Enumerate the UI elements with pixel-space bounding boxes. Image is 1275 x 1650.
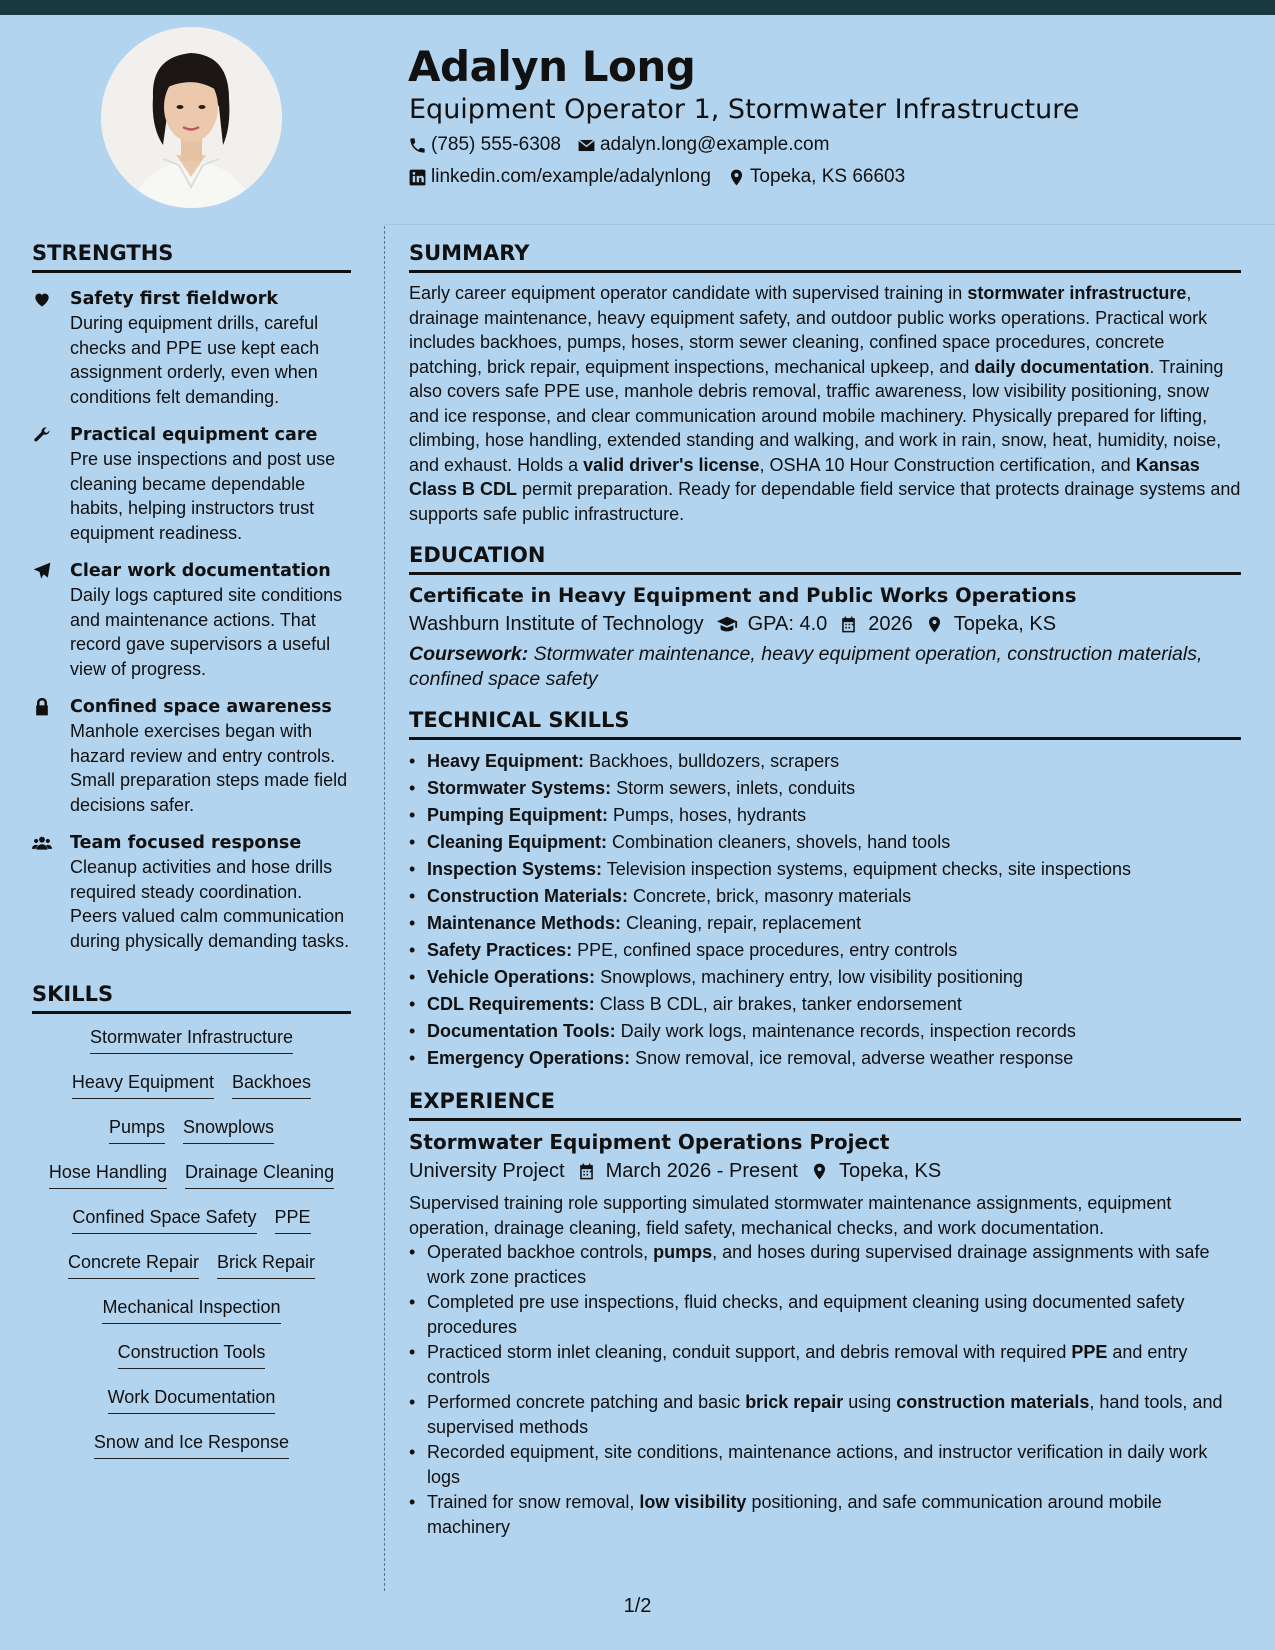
coursework bbox=[409, 642, 1241, 691]
bold-text: low visibility bbox=[639, 1492, 747, 1512]
strength-item bbox=[32, 559, 351, 681]
experience-bullets bbox=[409, 1240, 1241, 1539]
envelope-icon bbox=[577, 136, 596, 155]
strength-description: Pre use inspections and post use cleaning became dependable habits, helping instructors trust equipment readiness. bbox=[70, 449, 336, 543]
map-pin-icon bbox=[925, 615, 944, 634]
skill-tag: Backhoes bbox=[232, 1069, 311, 1099]
strengths-heading: STRENGTHS bbox=[32, 241, 351, 273]
text-segment: using bbox=[843, 1392, 897, 1412]
skill-tag: Construction Tools bbox=[118, 1339, 266, 1369]
technical-skill-item bbox=[409, 991, 1241, 1018]
technical-skill-item bbox=[409, 856, 1241, 883]
bold-text: pumps bbox=[653, 1242, 713, 1262]
strength-title: Safety first fieldwork bbox=[70, 289, 279, 309]
technical-skill-item bbox=[409, 910, 1241, 937]
strength-icon-wrap bbox=[32, 423, 70, 545]
heart-icon bbox=[32, 289, 52, 309]
technical-skill-value: Concrete, brick, masonry materials bbox=[628, 886, 912, 906]
left-column bbox=[32, 241, 351, 1459]
experience-bullet bbox=[409, 1490, 1241, 1539]
text-segment: Practiced storm inlet cleaning, conduit support, and debris removal with required bbox=[427, 1342, 1072, 1362]
education-meta bbox=[409, 613, 1241, 636]
avatar bbox=[101, 27, 282, 208]
technical-skill-value: Cleaning, repair, replacement bbox=[621, 913, 862, 933]
bold-text: brick repair bbox=[745, 1392, 844, 1412]
linkedin-text: linkedin.com/example/adalynlong bbox=[431, 166, 711, 187]
strength-item bbox=[32, 423, 351, 545]
technical-skill-item bbox=[409, 802, 1241, 829]
technical-skill-item bbox=[409, 1018, 1241, 1045]
text-segment: Early career equipment operator candidate with supervised training in bbox=[409, 283, 968, 303]
technical-skill-item bbox=[409, 1045, 1241, 1072]
technical-skill-item bbox=[409, 748, 1241, 775]
technical-skill-value: PPE, confined space procedures, entry controls bbox=[572, 940, 958, 960]
skill-row bbox=[32, 1069, 351, 1099]
experience-location: Topeka, KS bbox=[838, 1160, 942, 1182]
strength-body bbox=[70, 559, 351, 681]
experience-bullet bbox=[409, 1290, 1241, 1339]
skill-tag: Pumps bbox=[109, 1114, 165, 1144]
phone-text: (785) 555-6308 bbox=[431, 134, 561, 155]
technical-skill-label: Documentation Tools: bbox=[427, 1021, 616, 1041]
skill-row bbox=[32, 1294, 351, 1324]
skill-tags bbox=[32, 1024, 351, 1459]
technical-skill-value: Daily work logs, maintenance records, inspection records bbox=[615, 1021, 1076, 1041]
bold-text: valid driver's license bbox=[583, 454, 760, 475]
text-segment: positioning, and safe communication around mobile machinery bbox=[427, 1492, 1162, 1537]
skill-tag: Work Documentation bbox=[108, 1384, 276, 1414]
strength-title: Team focused response bbox=[70, 833, 302, 853]
strength-icon-wrap bbox=[32, 559, 70, 681]
text-segment: , drainage maintenance, heavy equipment safety, and outdoor public works operations. Practical work includes backhoes, pumps, hoses, storm sewer cleaning, confined space procedures, concrete patching, brick repair, equipment inspections, mechanical upkeep, and bbox=[409, 283, 1208, 377]
skill-tag: Confined Space Safety bbox=[72, 1204, 256, 1234]
technical-skill-label: Pumping Equipment: bbox=[427, 805, 608, 825]
education-year: 2026 bbox=[868, 613, 913, 635]
strength-description: Manhole exercises began with hazard review and entry controls. Small preparation steps made field decisions safer. bbox=[70, 721, 348, 815]
contact-phone[interactable] bbox=[408, 134, 561, 156]
graduation-cap-icon bbox=[716, 614, 738, 636]
linkedin-icon bbox=[408, 168, 427, 187]
technical-skill-label: Construction Materials: bbox=[427, 886, 629, 906]
text-segment: Operated backhoe controls, bbox=[427, 1242, 654, 1262]
skill-row bbox=[32, 1204, 351, 1234]
technical-skill-label: Stormwater Systems: bbox=[427, 778, 612, 798]
contact-linkedin[interactable] bbox=[408, 166, 711, 188]
technical-skill-value: Television inspection systems, equipment checks, site inspections bbox=[602, 859, 1131, 879]
contact-email[interactable] bbox=[577, 134, 829, 156]
coursework-text: Stormwater maintenance, heavy equipment operation, construction materials, confined space safety bbox=[409, 643, 1203, 690]
technical-skill-label: Maintenance Methods: bbox=[427, 913, 622, 933]
technical-skill-label: Safety Practices: bbox=[427, 940, 573, 960]
strength-icon-wrap bbox=[32, 287, 70, 409]
phone-icon bbox=[408, 136, 427, 155]
technical-skill-value: Combination cleaners, shovels, hand tools bbox=[607, 832, 951, 852]
bold-text: stormwater infrastructure bbox=[967, 283, 1187, 303]
education-degree: Certificate in Heavy Equipment and Public Works Operations bbox=[409, 584, 1077, 607]
education-location: Topeka, KS bbox=[953, 613, 1057, 635]
skill-row bbox=[32, 1339, 351, 1369]
strength-item bbox=[32, 287, 351, 409]
header-divider bbox=[385, 224, 1275, 225]
experience-bullet bbox=[409, 1340, 1241, 1389]
skill-tag: Snowplows bbox=[183, 1114, 274, 1144]
contact-row-1 bbox=[408, 134, 845, 156]
top-accent-bar bbox=[0, 0, 1275, 15]
skill-tag: Brick Repair bbox=[217, 1249, 315, 1279]
skill-tag: Hose Handling bbox=[49, 1159, 167, 1189]
strength-body bbox=[70, 695, 351, 817]
skill-tag: Stormwater Infrastructure bbox=[90, 1024, 293, 1054]
users-icon bbox=[32, 833, 52, 853]
text-segment: , and hoses during supervised drainage assignments with safe work zone practices bbox=[427, 1242, 1210, 1287]
technical-skill-label: Emergency Operations: bbox=[427, 1048, 631, 1068]
bold-text: construction materials bbox=[896, 1392, 1090, 1412]
text-segment: , hand tools, and supervised methods bbox=[427, 1392, 1223, 1437]
education-gpa: GPA: 4.0 bbox=[747, 613, 828, 635]
page-number: 1/2 bbox=[623, 1595, 652, 1617]
education-heading: EDUCATION bbox=[409, 543, 1241, 575]
text-segment: Trained for snow removal, bbox=[427, 1492, 640, 1512]
bold-text: Kansas Class B CDL bbox=[409, 454, 1200, 499]
strength-title: Confined space awareness bbox=[70, 697, 332, 717]
skill-row bbox=[32, 1429, 351, 1459]
strength-icon-wrap bbox=[32, 831, 70, 953]
experience-org: University Project bbox=[409, 1160, 565, 1182]
contact-location bbox=[727, 166, 905, 188]
experience-bullet bbox=[409, 1240, 1241, 1289]
skill-tag: Mechanical Inspection bbox=[102, 1294, 280, 1324]
skill-tag: Drainage Cleaning bbox=[185, 1159, 334, 1189]
coursework-label: Coursework: bbox=[409, 643, 529, 665]
experience-dates: March 2026 - Present bbox=[605, 1160, 798, 1182]
strength-description: Cleanup activities and hose drills required steady coordination. Peers valued calm communication during physically demanding tasks. bbox=[70, 857, 350, 951]
experience-heading: EXPERIENCE bbox=[409, 1089, 1241, 1121]
technical-skill-item bbox=[409, 883, 1241, 910]
bold-text: PPE bbox=[1071, 1342, 1108, 1362]
skill-row bbox=[32, 1024, 351, 1054]
technical-skill-value: Pumps, hoses, hydrants bbox=[607, 805, 807, 825]
map-pin-icon bbox=[727, 168, 746, 187]
skills-heading: SKILLS bbox=[32, 982, 351, 1014]
skill-row bbox=[32, 1384, 351, 1414]
experience-bullet bbox=[409, 1440, 1241, 1489]
text-segment: permit preparation. Ready for dependable field service that protects drainage systems and supports safe public infrastructure. bbox=[409, 479, 1241, 524]
summary-text bbox=[409, 281, 1241, 526]
text-segment: Performed concrete patching and basic bbox=[427, 1392, 746, 1412]
candidate-headline: Equipment Operator 1, Stormwater Infrastructure bbox=[409, 94, 1080, 125]
skill-tag: PPE bbox=[275, 1204, 311, 1234]
lock-icon bbox=[32, 697, 52, 717]
candidate-name: Adalyn Long bbox=[408, 42, 696, 91]
strength-description: During equipment drills, careful checks and PPE use kept each assignment orderly, even when conditions felt demanding. bbox=[70, 313, 320, 407]
skill-tag: Snow and Ice Response bbox=[94, 1429, 289, 1459]
strength-item bbox=[32, 831, 351, 953]
strengths-list bbox=[32, 287, 351, 953]
contact-row-2 bbox=[408, 166, 921, 188]
text-segment: Recorded equipment, site conditions, maintenance actions, and instructor verification in daily work logs bbox=[427, 1442, 1208, 1487]
strength-body bbox=[70, 287, 351, 409]
wrench-icon bbox=[32, 425, 52, 445]
technical-skill-label: Inspection Systems: bbox=[427, 859, 603, 879]
column-divider bbox=[384, 226, 385, 1591]
experience-description: Supervised training role supporting simulated stormwater maintenance assignments, equipment operation, drainage cleaning, field safety, mechanical checks, and work documentation. bbox=[409, 1193, 1172, 1238]
calendar-icon bbox=[839, 615, 858, 634]
technical-skill-label: Cleaning Equipment: bbox=[427, 832, 607, 852]
skill-row bbox=[32, 1249, 351, 1279]
email-text: adalyn.long@example.com bbox=[599, 134, 830, 155]
calendar-icon bbox=[577, 1162, 596, 1181]
experience-bullet bbox=[409, 1390, 1241, 1439]
text-segment: and entry controls bbox=[427, 1342, 1188, 1387]
technical-skills-heading: TECHNICAL SKILLS bbox=[409, 708, 1241, 740]
technical-skill-value: Storm sewers, inlets, conduits bbox=[611, 778, 856, 798]
paper-plane-icon bbox=[32, 561, 52, 581]
experience-role: Stormwater Equipment Operations Project bbox=[409, 1130, 890, 1154]
skill-tag: Heavy Equipment bbox=[72, 1069, 214, 1099]
bold-text: daily documentation bbox=[974, 356, 1150, 377]
strength-description: Daily logs captured site conditions and maintenance actions. That record gave supervisors a useful view of progress. bbox=[70, 585, 343, 679]
strength-body bbox=[70, 423, 351, 545]
skill-tag: Concrete Repair bbox=[68, 1249, 199, 1279]
technical-skill-value: Snow removal, ice removal, adverse weather response bbox=[630, 1048, 1074, 1068]
text-segment: Completed pre use inspections, fluid checks, and equipment cleaning using documented safety procedures bbox=[427, 1292, 1185, 1337]
strength-body bbox=[70, 831, 351, 953]
technical-skill-item bbox=[409, 775, 1241, 802]
technical-skill-value: Class B CDL, air brakes, tanker endorsement bbox=[594, 994, 962, 1014]
technical-skill-item bbox=[409, 829, 1241, 856]
technical-skill-label: CDL Requirements: bbox=[427, 994, 595, 1014]
strength-title: Clear work documentation bbox=[70, 561, 331, 581]
right-column bbox=[409, 241, 1241, 1540]
technical-skill-value: Backhoes, bulldozers, scrapers bbox=[584, 751, 840, 771]
summary-heading: SUMMARY bbox=[409, 241, 1241, 273]
technical-skill-item bbox=[409, 964, 1241, 991]
experience-meta bbox=[409, 1160, 1241, 1183]
location-text: Topeka, KS 66603 bbox=[749, 166, 906, 187]
strength-item bbox=[32, 695, 351, 817]
strength-icon-wrap bbox=[32, 695, 70, 817]
text-segment: . Training also covers safe PPE use, manhole debris removal, traffic awareness, low visibility positioning, snow and ice response, and clear communication around mobile machinery. Physically prepared for lifting, climbing, hose handling, extended standing and walking, and work in rain, snow, heat, humidity, noise, and exhaust. Holds a bbox=[409, 356, 1224, 475]
map-pin-icon bbox=[810, 1162, 829, 1181]
skill-row bbox=[32, 1114, 351, 1144]
technical-skill-item bbox=[409, 937, 1241, 964]
strength-title: Practical equipment care bbox=[70, 425, 318, 445]
technical-skill-label: Vehicle Operations: bbox=[427, 967, 596, 987]
technical-skill-value: Snowplows, machinery entry, low visibility positioning bbox=[595, 967, 1023, 987]
skill-row bbox=[32, 1159, 351, 1189]
text-segment: , OSHA 10 Hour Construction certification, and bbox=[759, 454, 1136, 475]
technical-skill-label: Heavy Equipment: bbox=[427, 751, 585, 771]
technical-skills-list bbox=[409, 748, 1241, 1072]
education-school: Washburn Institute of Technology bbox=[409, 613, 704, 635]
